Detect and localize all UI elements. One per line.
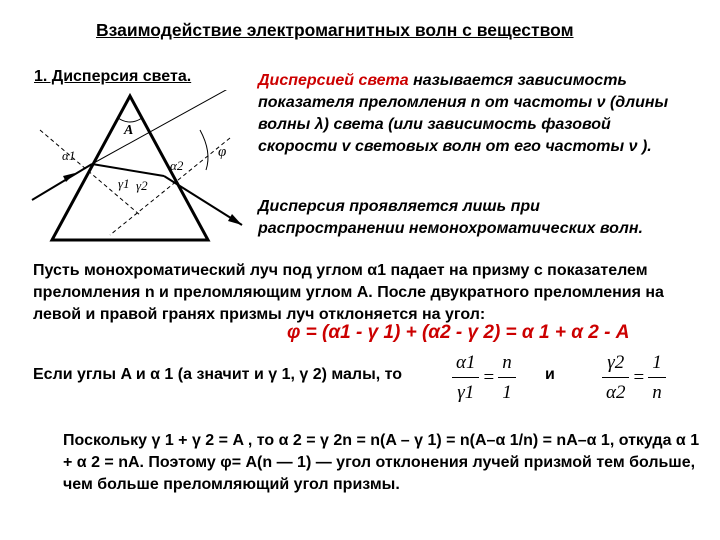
definition-rest: называется зависимость показателя преломления n от частоты ν (длины волны λ) света (или зависимость фазовой скорости v световых волн от его частоты ν ).: [258, 72, 669, 155]
label-A: A: [124, 123, 134, 138]
page-title: Взаимодействие электромагнитных волн с веществом: [96, 20, 574, 40]
fraction-left: $\frac{\gamma 2}{\alpha 2}$: [602, 352, 629, 404]
angle-phi-arc: [200, 130, 208, 170]
prism-diagram: [30, 90, 260, 255]
fraction-left: $\frac{\alpha 1}{\gamma 1}$: [452, 352, 479, 404]
emergent-arrow: [228, 214, 242, 225]
paragraph-conclusion: Поскольку γ 1 + γ 2 = A , то α 2 = γ 2n = n(A – γ 1) = n(A–α 1/n) = nA–α 1, откуда α 1 + α 2 = nA. Поэтому φ= A(n — 1) — угол отклонения лучей призмой тем больше, чем больше преломляющий угол призмы.: [63, 432, 700, 493]
section-heading: 1. Дисперсия света.: [34, 68, 192, 85]
label-alpha1: α1: [62, 148, 76, 163]
dispersion-note: Дисперсия проявляется лишь при распространении немонохроматических волн.: [258, 198, 643, 237]
conjunction-and: и: [545, 366, 555, 383]
normal-left: [40, 130, 140, 215]
paragraph-incidence: Пусть монохроматический луч под углом α1 падает на призму с показателем преломления n и преломляющим углом A. После двукратного преломления на левой и правой гранях призмы луч отклоняется на угол:: [33, 262, 664, 323]
label-alpha2: α2: [170, 158, 184, 173]
definition-term: Дисперсией света: [258, 72, 409, 89]
angle-A-arc: [118, 118, 142, 122]
fraction-right: $\frac{1}{n}$: [648, 352, 666, 404]
label-phi: φ: [218, 144, 227, 160]
small-angle-condition: Если углы A и α 1 (а значит и γ 1, γ 2) малы, то: [33, 366, 403, 383]
label-gamma1: γ1: [118, 176, 130, 191]
ratio-gamma2-alpha2: $\frac{\gamma 2}{\alpha 2}$ = $\frac{1}{n}$: [602, 352, 666, 404]
label-gamma2: γ2: [136, 178, 148, 193]
definition-text: [258, 70, 678, 158]
deviation-formula: φ = (α1 - γ 1) + (α2 - γ 2) = α 1 + α 2 - A: [287, 322, 630, 343]
refracted-ray: [92, 164, 164, 176]
ratio-alpha1-gamma1: $\frac{\alpha 1}{\gamma 1}$ = $\frac{n}{1}$: [452, 352, 516, 404]
fraction-right: $\frac{n}{1}$: [498, 352, 516, 404]
